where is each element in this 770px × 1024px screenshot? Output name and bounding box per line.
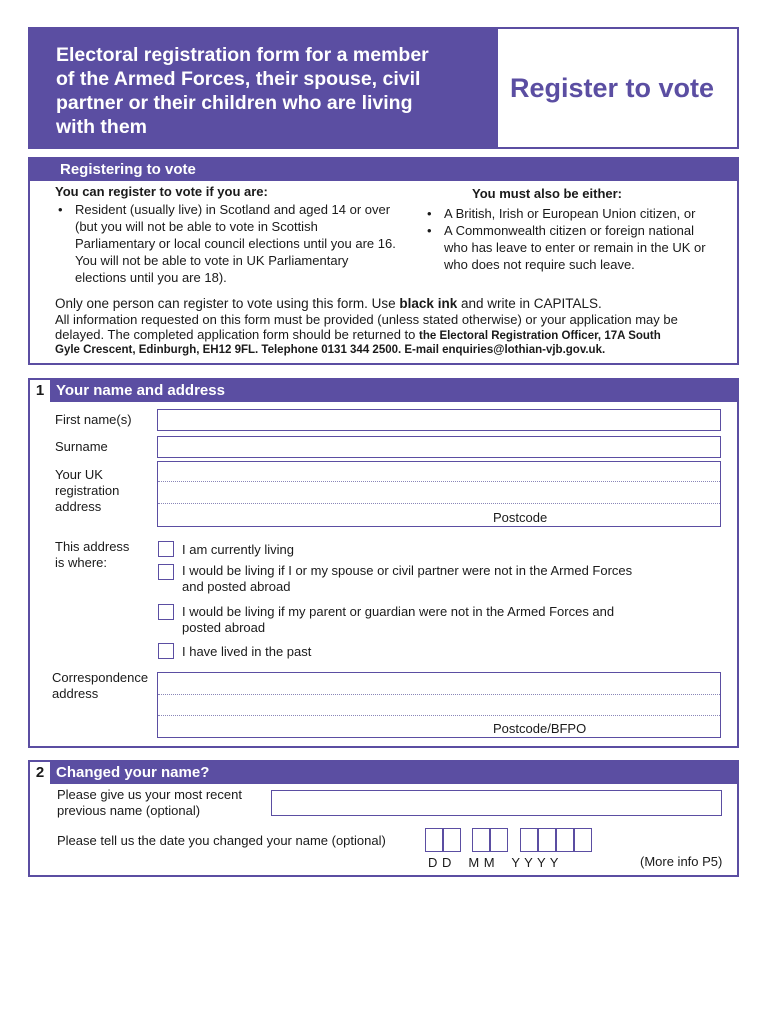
section-number: 2 (30, 762, 50, 784)
eligibility-list (55, 201, 425, 286)
correspondence-label-line: address (52, 686, 99, 701)
address-is-line: is where: (55, 555, 108, 570)
date-format-hint: D D M M Y Y Y Y (428, 855, 559, 870)
form-title-line: of the Armed Forces, their spouse, civil (56, 68, 421, 90)
armed-forces-spouse-checkbox[interactable] (158, 564, 174, 580)
option-line: I would be living if I or my spouse or civil partner were not in the Armed Forces (182, 563, 633, 578)
option-line: and posted abroad (182, 579, 291, 594)
address-line-2 (158, 503, 720, 504)
armed-forces-parent-checkbox[interactable] (158, 604, 174, 620)
option-line: posted abroad (182, 620, 266, 635)
day-digit-1[interactable] (425, 828, 443, 852)
citizenship-list (424, 205, 734, 273)
eligibility-line: Parliamentary or local council elections until you are 16. (75, 236, 396, 251)
armed-forces-parent-label (182, 604, 614, 636)
month-digit-1[interactable] (472, 828, 490, 852)
currently-living-label: I am currently living (182, 542, 294, 557)
correspondence-address-input[interactable] (157, 672, 721, 738)
register-title: Register to vote (510, 73, 715, 103)
address-is-line: This address (55, 539, 130, 554)
registering-bar: Registering to vote (30, 159, 737, 181)
previous-name-label (57, 787, 242, 819)
first-name-label: First name(s) (55, 412, 132, 427)
address-label-line: Your UK (55, 467, 103, 482)
eligibility-line: (but you will not be able to vote in Scottish (75, 219, 318, 234)
address-is-label (55, 539, 129, 571)
citizenship-line: who does not require such leave. (444, 257, 635, 272)
postcode-bfpo-label: Postcode/BFPO (493, 721, 587, 736)
lived-in-past-label: I have lived in the past (182, 644, 312, 659)
eligibility-line: • Resident (usually live) in Scotland and aged 14 or over (75, 202, 391, 217)
eligibility-line: elections until you are 18). (75, 270, 227, 285)
option-line: I would be living if my parent or guardian were not in the Armed Forces and (182, 604, 615, 619)
first-name-input[interactable] (157, 409, 721, 431)
previous-name-label-line: Please give us your most recent (57, 787, 242, 802)
postcode-label: Postcode (493, 510, 548, 525)
citizenship-item (424, 222, 734, 273)
address-label-line: address (55, 499, 102, 514)
year-digit-2[interactable] (538, 828, 556, 852)
correspondence-label-line: Correspondence (52, 670, 149, 685)
previous-name-input[interactable] (271, 790, 722, 816)
eligibility-line: You will not be able to vote in UK Parliamentary (75, 253, 349, 268)
section-title: Changed your name? (56, 764, 210, 781)
address-label (55, 467, 119, 515)
citizenship-heading: You must also be either: (472, 186, 623, 201)
address-input[interactable] (157, 461, 721, 527)
note-text: delayed. The completed application form should be returned to (55, 327, 419, 342)
armed-forces-spouse-label (182, 563, 632, 595)
month-digit-2[interactable] (490, 828, 508, 852)
citizenship-item (424, 205, 734, 222)
eligibility-heading: You can register to vote if you are: (55, 184, 268, 199)
currently-living-checkbox[interactable] (158, 541, 174, 557)
form-title-line: Electoral registration form for a member (56, 44, 429, 66)
correspondence-line-2 (158, 715, 720, 716)
return-address: the Electoral Registration Officer, 17A South (419, 330, 661, 342)
correspondence-line-1 (158, 694, 720, 695)
address-label-line: registration (55, 483, 120, 498)
info-note: All information requested on this form must be provided (unless stated otherwise) or your application may be (55, 312, 678, 327)
eligibility-item (55, 201, 425, 286)
year-digit-1[interactable] (520, 828, 538, 852)
address-line-1 (158, 481, 720, 482)
previous-name-label-line: previous name (optional) (57, 803, 201, 818)
ink-instruction (55, 295, 602, 312)
section-title: Your name and address (56, 382, 225, 399)
note-emphasis: black ink (399, 296, 458, 311)
section-number: 1 (30, 380, 50, 402)
name-change-date-label: Please tell us the date you changed your name (optional) (57, 833, 386, 848)
year-digit-4[interactable] (574, 828, 592, 852)
contact-details: Gyle Crescent, Edinburgh, EH12 9FL. Telephone 0131 344 2500. E-mail enquiries@lothian-vjb.gov.uk. (55, 344, 606, 356)
citizenship-line: who has leave to enter or remain in the UK or (444, 240, 706, 255)
form-title-line: with them (56, 116, 147, 138)
surname-input[interactable] (157, 436, 721, 458)
form-title (28, 27, 498, 149)
citizenship-line: • A British, Irish or European Union citizen, or (444, 206, 696, 221)
surname-label: Surname (55, 439, 108, 454)
correspondence-label (52, 670, 148, 702)
citizenship-line: • A Commonwealth citizen or foreign national (444, 223, 695, 238)
note-text: and write in CAPITALS. (457, 296, 602, 311)
lived-in-past-checkbox[interactable] (158, 643, 174, 659)
day-digit-2[interactable] (443, 828, 461, 852)
section-2-bar (30, 762, 737, 784)
note-text: Only one person can register to vote using this form. Use (55, 296, 400, 311)
register-title-box (498, 27, 739, 149)
form-title-line: partner or their children who are living (56, 92, 413, 114)
section-1-bar (30, 380, 737, 402)
year-digit-3[interactable] (556, 828, 574, 852)
more-info-note: (More info P5) (640, 854, 723, 869)
